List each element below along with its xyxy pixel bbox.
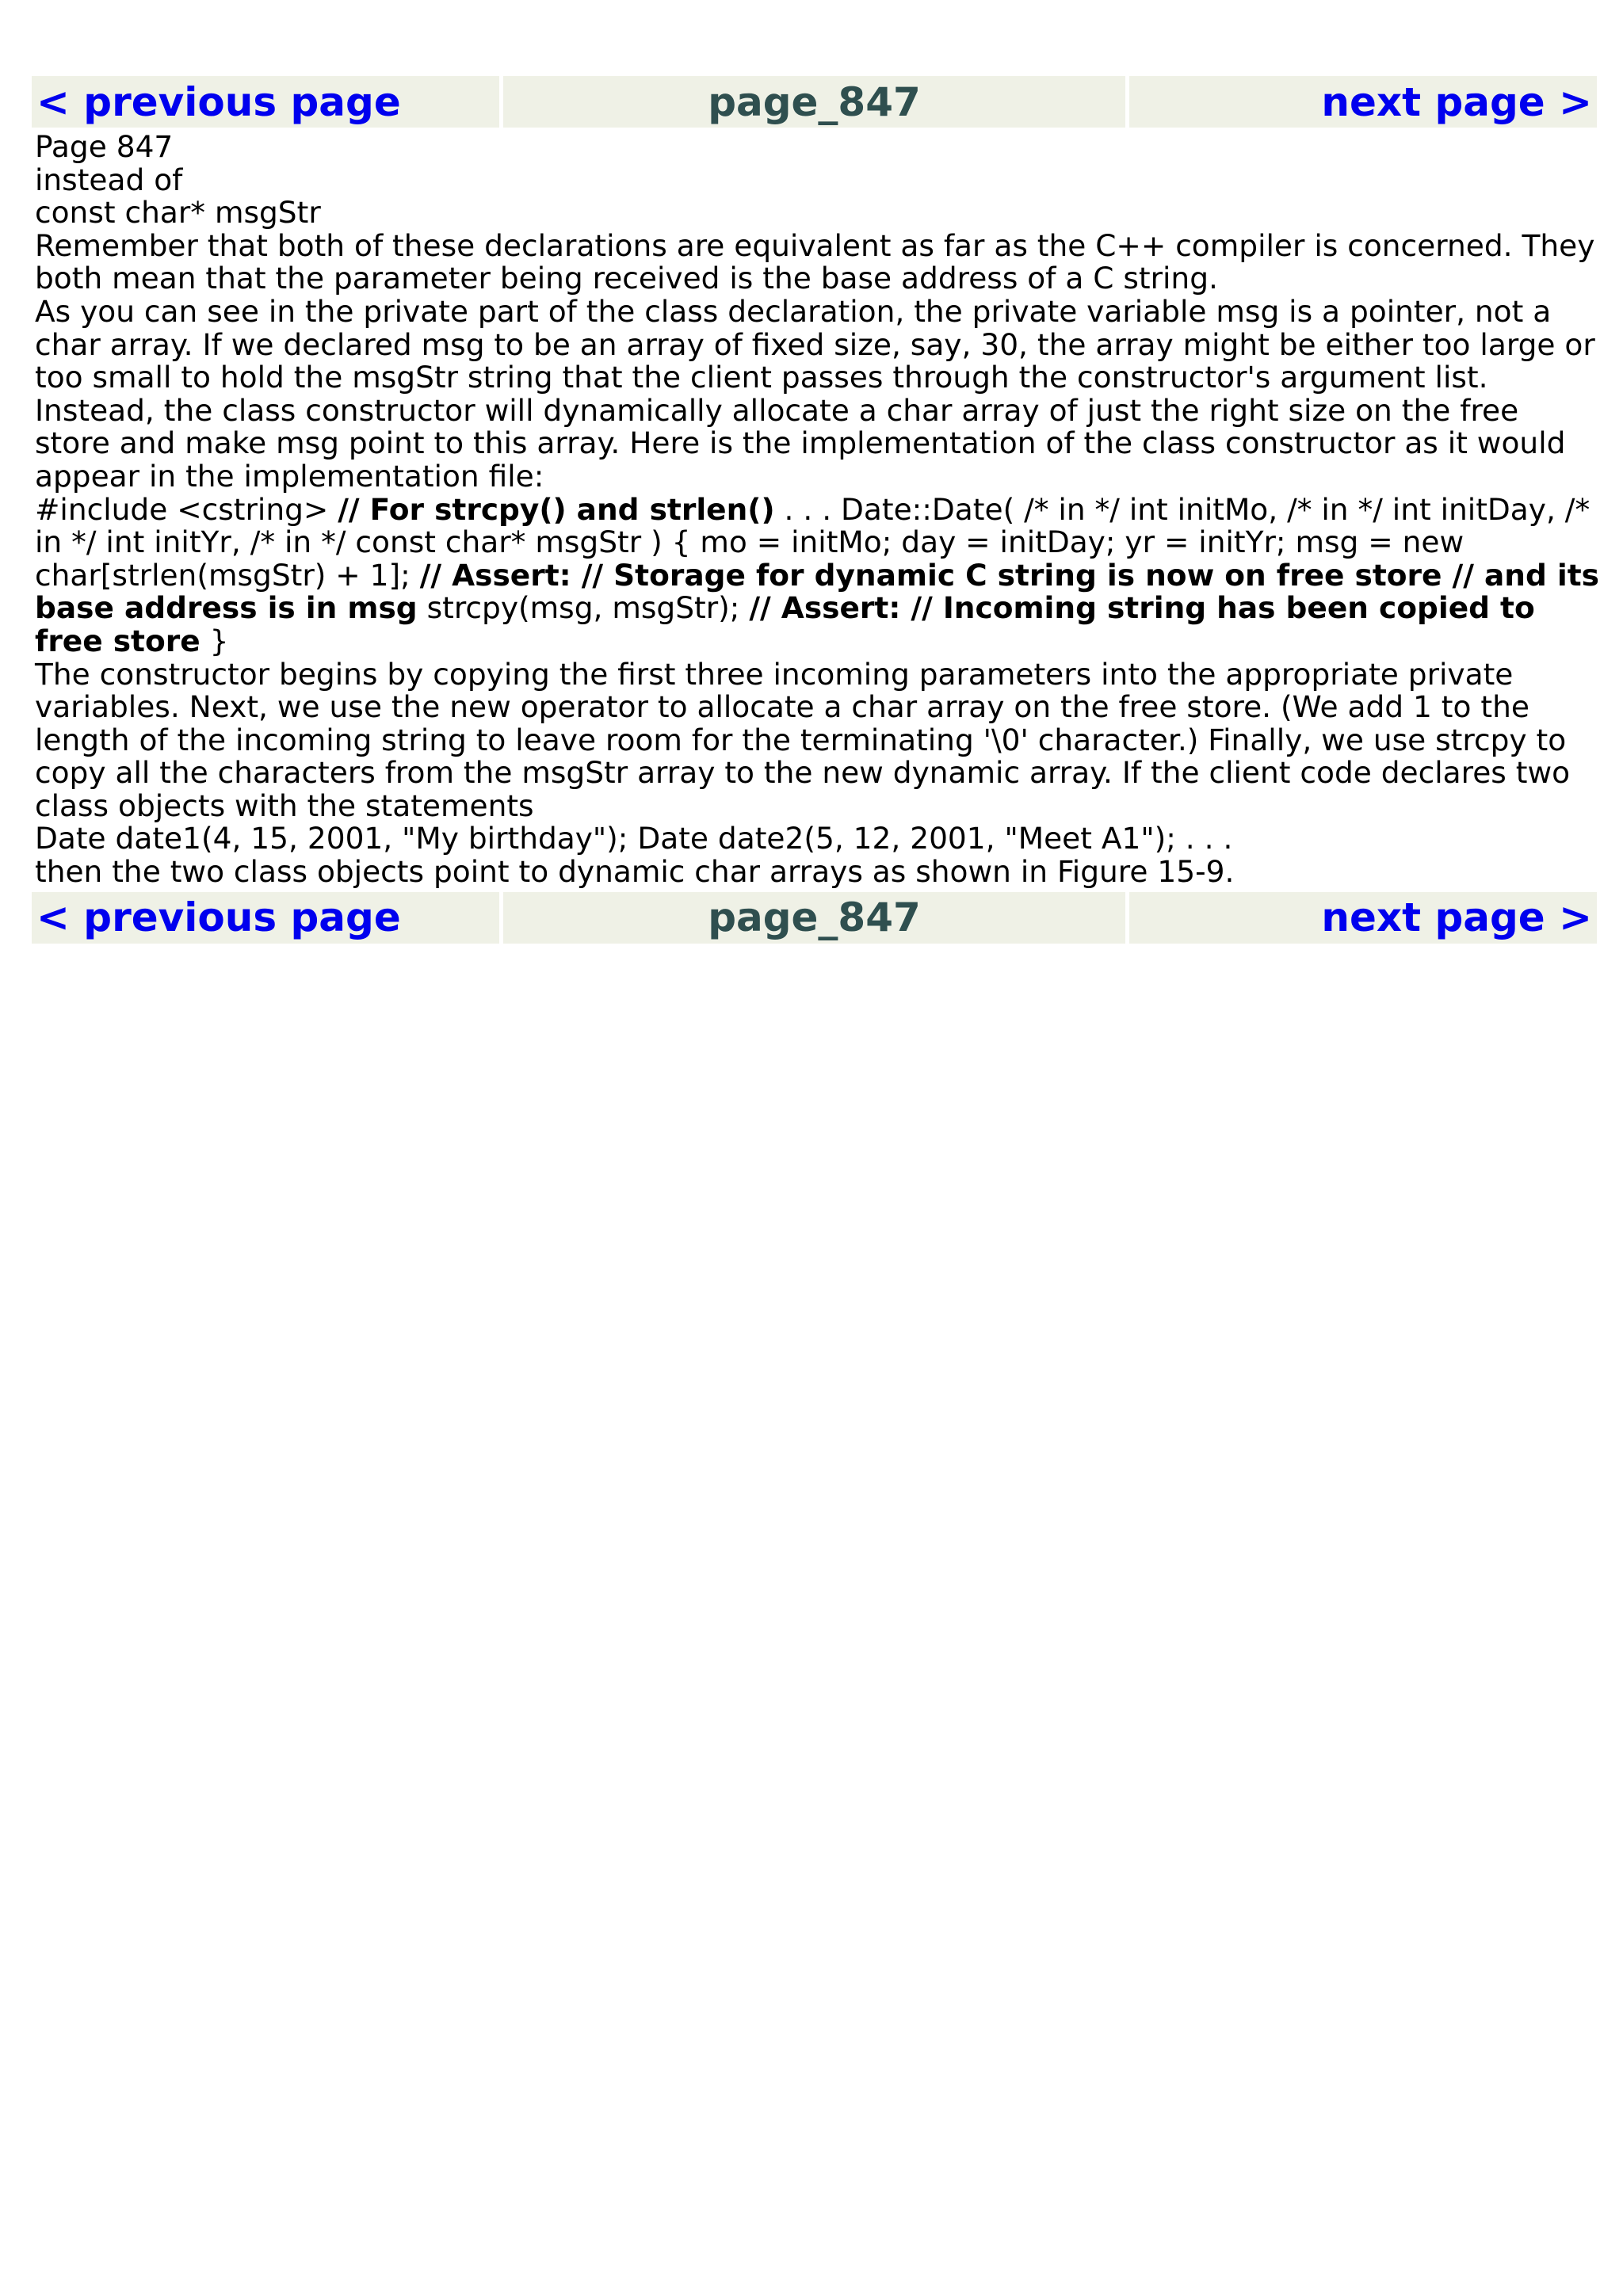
paragraph-equivalent-declarations: Remember that both of these declarations are equivalent as far as the C++ compiler is concerned. They both mean that the parameter being received is the base address of a C string. [35,227,1595,296]
text-line-instead-of: instead of [35,162,183,197]
top-nav-bar [32,76,1601,128]
code-segment: strcpy(msg, msgStr); [417,590,750,626]
bottom-nav-bar [32,892,1601,944]
page [32,76,1601,944]
code-comment: // Assert: // Storage for dynamic C string is now on free store // and its base address is in msg [35,557,1599,626]
code-segment: . . . Date::Date( /* in */ int initMo, /* in */ int initDay, /* in */ int initYr, /* in */ const char* msgStr ) { mo = initMo; day = initDay; yr = initYr; msg = new char[strlen(msgStr) + 1]; [35,491,1591,593]
code-comment: // Assert: // Incoming string has been copied to free store [35,590,1535,658]
page-title: page_847 [708,894,921,941]
text-line-figure-reference: then the two class objects point to dynamic char arrays as shown in Figure 15-9. [35,854,1235,890]
text-line-const-declaration: const char* msgStr [35,195,321,231]
page-content [32,128,1601,892]
page-title: page_847 [708,78,921,125]
code-segment: #include <cstring> [35,491,338,527]
top-nav-prev-cell [32,76,499,128]
next-page-link[interactable]: next page > [1321,78,1592,125]
page-heading: Page 847 [35,129,174,164]
code-comment: // For strcpy() and strlen() [338,491,775,527]
bottom-nav-next-cell [1129,892,1597,944]
code-block-constructor [35,491,1601,658]
code-segment: } [200,623,229,658]
next-page-link[interactable]: next page > [1321,894,1592,941]
top-nav-next-cell [1129,76,1597,128]
code-line-date-declarations: Date date1(4, 15, 2001, "My birthday"); Date date2(5, 12, 2001, "Meet A1"); . . . [35,821,1233,856]
top-nav-title-cell [503,76,1125,128]
bottom-nav-title-cell [503,892,1125,944]
previous-page-link[interactable]: < previous page [36,78,401,125]
paragraph-private-variable: As you can see in the private part of the class declaration, the private variable msg is a pointer, not a char array. If we declared msg to be an array of fixed size, say, 30, the array might be either too large or too small to hold the msgStr string that the client passes through the constructor's argument list. Instead, the class constructor will dynamically allocate a char array of just the right size on the free store and make msg point to this array. Here is the implementation of the class constructor as it would appear in the implementation file: [35,293,1595,494]
previous-page-link[interactable]: < previous page [36,894,401,941]
bottom-nav-prev-cell [32,892,499,944]
paragraph-constructor-explanation: The constructor begins by copying the first three incoming parameters into the appropriate private variables. Next, we use the new operator to allocate a char array on the free store. (We add 1 to the length of the incoming string to leave room for the terminating '\0' character.) Finally, we use strcpy to copy all the characters from the msgStr array to the new dynamic array. If the client code declares two class objects with the statements [35,656,1571,823]
